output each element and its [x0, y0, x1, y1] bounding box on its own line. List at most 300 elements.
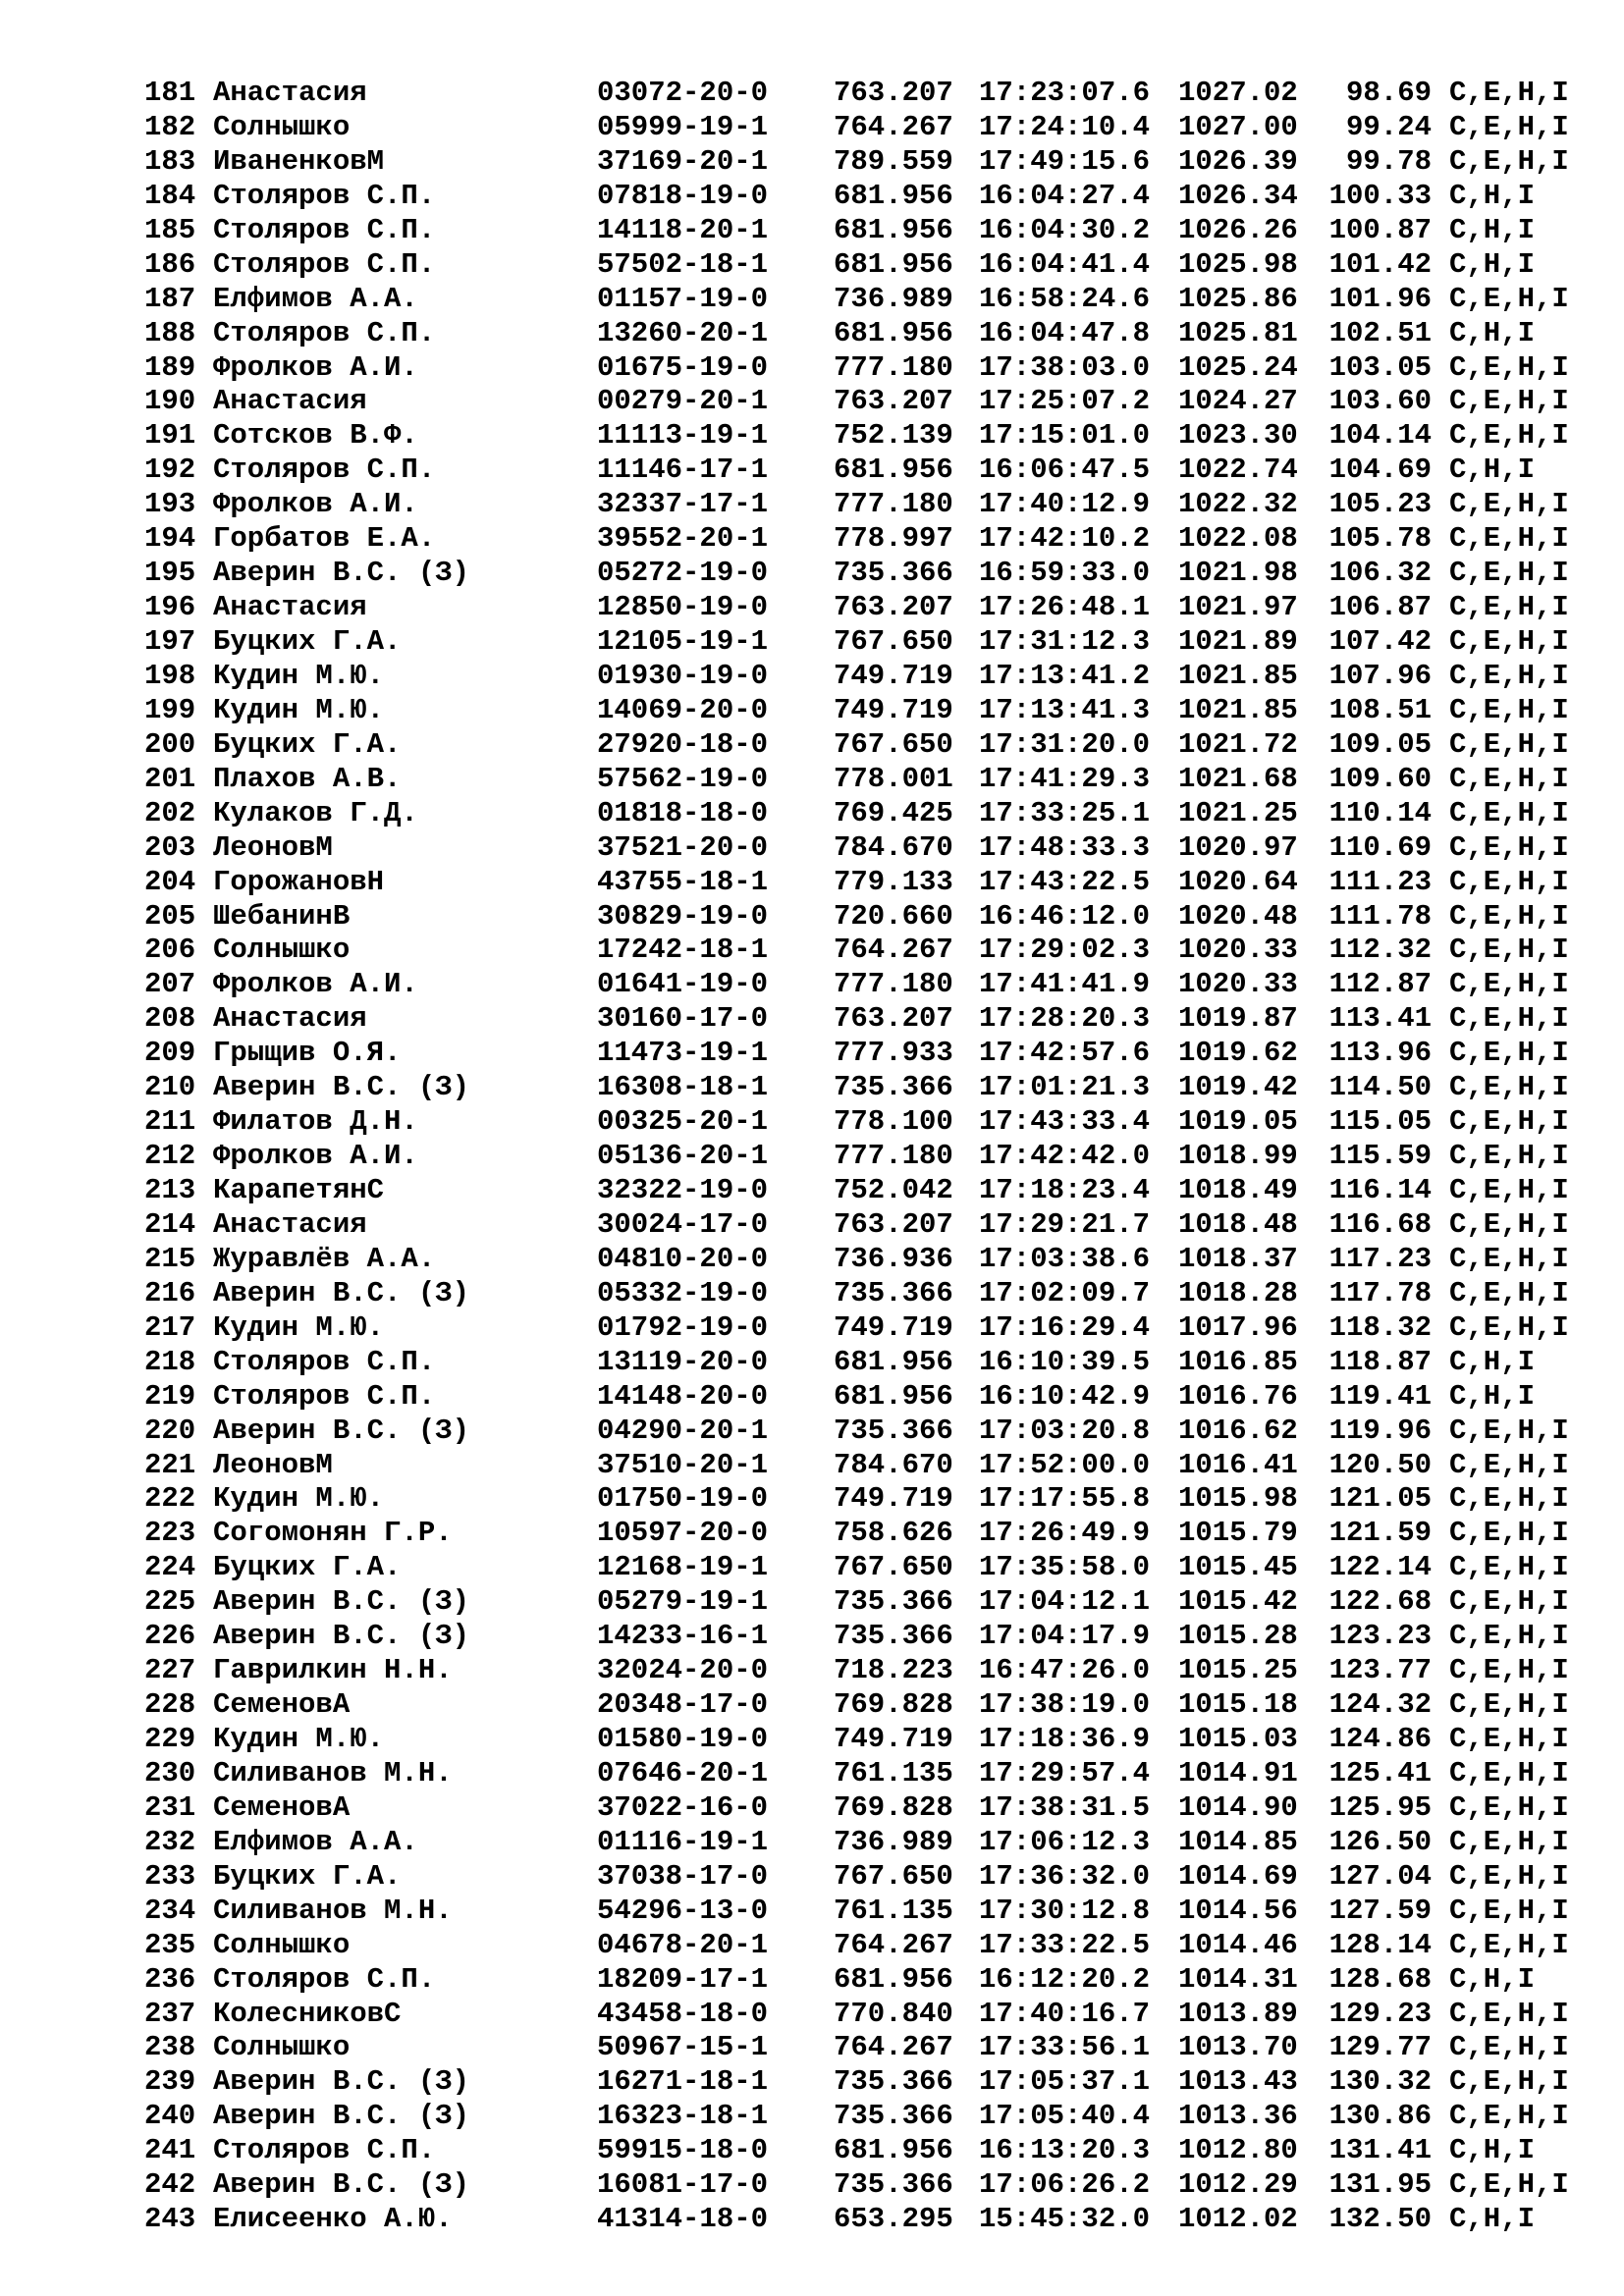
fancier-name: Кудин М.Ю.: [213, 1723, 385, 1755]
arrival-time: 17:43:22.5: [979, 865, 1151, 898]
distance: 749.719: [834, 1310, 953, 1344]
arrival-time: 16:04:30.2: [979, 213, 1151, 246]
flags: C,H,I: [1449, 316, 1536, 349]
table-row: [144, 1277, 1569, 1311]
arrival-time: 16:06:47.5: [979, 454, 1151, 487]
ring-number: 01675-19-0: [597, 350, 769, 384]
coefficient: 122.68: [1328, 1585, 1432, 1619]
distance: 681.956: [834, 454, 953, 487]
arrival-time: 17:43:33.4: [979, 1105, 1151, 1139]
coefficient: 124.32: [1328, 1688, 1432, 1722]
row-number: 210: [144, 1071, 196, 1104]
arrival-time: 16:12:20.2: [979, 1962, 1151, 1996]
arrival-time: 17:25:07.2: [979, 385, 1151, 418]
table-row: [144, 283, 1569, 317]
distance: 681.956: [834, 1345, 953, 1378]
fancier-name: Филатов Д.Н.: [213, 1105, 418, 1139]
row-number: 230: [144, 1756, 196, 1789]
row-number: 237: [144, 1997, 196, 2030]
arrival-time: 17:40:16.7: [979, 1997, 1151, 2030]
ring-number: 01750-19-0: [597, 1482, 769, 1516]
ring-number: 07818-19-0: [597, 179, 769, 212]
table-row: [144, 1208, 1569, 1243]
fancier-name: ЛеоновМ: [213, 830, 333, 864]
fancier-name: Анастасия: [213, 385, 367, 418]
flags: C,E,H,I: [1449, 1002, 1569, 1036]
distance: 784.670: [834, 1448, 953, 1481]
arrival-time: 16:58:24.6: [979, 282, 1151, 315]
arrival-time: 17:16:29.4: [979, 1310, 1151, 1344]
speed: 1015.25: [1178, 1654, 1298, 1687]
fancier-name: Аверин В.С. (З): [213, 1585, 470, 1619]
ring-number: 04290-20-1: [597, 1414, 769, 1447]
table-row: [144, 1311, 1569, 1346]
ring-number: 10597-20-0: [597, 1517, 769, 1550]
row-number: 181: [144, 77, 196, 109]
ring-number: 59915-18-0: [597, 2134, 769, 2167]
speed: 1021.25: [1178, 796, 1298, 829]
flags: C,H,I: [1449, 1345, 1536, 1378]
table-row: [144, 2203, 1569, 2237]
coefficient: 109.60: [1328, 762, 1432, 795]
arrival-time: 17:29:57.4: [979, 1756, 1151, 1789]
ring-number: 12105-19-1: [597, 625, 769, 658]
flags: C,E,H,I: [1449, 1551, 1569, 1584]
fancier-name: Аверин В.С. (З): [213, 1620, 470, 1653]
arrival-time: 17:38:03.0: [979, 350, 1151, 384]
flags: C,E,H,I: [1449, 350, 1569, 384]
row-number: 182: [144, 110, 196, 143]
speed: 1016.41: [1178, 1448, 1298, 1481]
table-row: [144, 522, 1569, 557]
fancier-name: ГорожановН: [213, 865, 385, 898]
coefficient: 116.14: [1328, 1174, 1432, 1206]
coefficient: 126.50: [1328, 1825, 1432, 1858]
row-number: 207: [144, 968, 196, 1001]
arrival-time: 16:04:47.8: [979, 316, 1151, 349]
distance: 777.180: [834, 488, 953, 521]
fancier-name: Столяров С.П.: [213, 213, 436, 246]
row-number: 185: [144, 213, 196, 246]
speed: 1015.28: [1178, 1620, 1298, 1653]
distance: 767.650: [834, 1551, 953, 1584]
flags: C,E,H,I: [1449, 1482, 1569, 1516]
speed: 1021.85: [1178, 693, 1298, 726]
row-number: 193: [144, 488, 196, 521]
fancier-name: Аверин В.С. (З): [213, 557, 470, 590]
flags: C,E,H,I: [1449, 144, 1569, 178]
distance: 736.936: [834, 1242, 953, 1275]
ring-number: 27920-18-0: [597, 727, 769, 761]
ring-number: 11146-17-1: [597, 454, 769, 487]
coefficient: 122.14: [1328, 1551, 1432, 1584]
speed: 1019.62: [1178, 1037, 1298, 1070]
distance: 735.366: [834, 1620, 953, 1653]
row-number: 239: [144, 2065, 196, 2099]
table-row: [144, 1895, 1569, 1929]
ring-number: 12168-19-1: [597, 1551, 769, 1584]
coefficient: 121.59: [1328, 1517, 1432, 1550]
table-row: [144, 557, 1569, 591]
distance: 764.267: [834, 934, 953, 967]
speed: 1019.87: [1178, 1002, 1298, 1036]
speed: 1013.43: [1178, 2065, 1298, 2099]
flags: C,E,H,I: [1449, 1859, 1569, 1893]
table-row: [144, 454, 1569, 488]
table-row: [144, 1482, 1569, 1517]
row-number: 200: [144, 727, 196, 761]
ring-number: 04810-20-0: [597, 1242, 769, 1275]
distance: 681.956: [834, 1379, 953, 1413]
speed: 1014.56: [1178, 1894, 1298, 1927]
distance: 681.956: [834, 316, 953, 349]
arrival-time: 16:10:42.9: [979, 1379, 1151, 1413]
arrival-time: 17:04:12.1: [979, 1585, 1151, 1619]
arrival-time: 17:06:26.2: [979, 2168, 1151, 2202]
arrival-time: 17:05:37.1: [979, 2065, 1151, 2099]
speed: 1019.05: [1178, 1105, 1298, 1139]
coefficient: 124.86: [1328, 1723, 1432, 1755]
speed: 1012.02: [1178, 2203, 1298, 2236]
flags: C,H,I: [1449, 1962, 1536, 1996]
flags: C,E,H,I: [1449, 1928, 1569, 1961]
distance: 758.626: [834, 1517, 953, 1550]
arrival-time: 16:13:20.3: [979, 2134, 1151, 2167]
speed: 1014.31: [1178, 1962, 1298, 1996]
coefficient: 131.95: [1328, 2168, 1432, 2202]
table-row: [144, 214, 1569, 248]
ring-number: 43458-18-0: [597, 1997, 769, 2030]
flags: C,E,H,I: [1449, 899, 1569, 933]
distance: 735.366: [834, 1276, 953, 1309]
flags: C,E,H,I: [1449, 1517, 1569, 1550]
distance: 763.207: [834, 77, 953, 109]
distance: 763.207: [834, 1207, 953, 1241]
speed: 1016.62: [1178, 1414, 1298, 1447]
fancier-name: Фролков А.И.: [213, 968, 418, 1001]
arrival-time: 17:04:17.9: [979, 1620, 1151, 1653]
coefficient: 118.87: [1328, 1345, 1432, 1378]
fancier-name: Кудин М.Ю.: [213, 1310, 385, 1344]
row-number: 190: [144, 385, 196, 418]
flags: C,E,H,I: [1449, 1105, 1569, 1139]
table-row: [144, 591, 1569, 625]
distance: 681.956: [834, 247, 953, 281]
row-number: 201: [144, 762, 196, 795]
coefficient: 112.32: [1328, 934, 1432, 967]
row-number: 218: [144, 1345, 196, 1378]
fancier-name: Анастасия: [213, 1002, 367, 1036]
speed: 1020.64: [1178, 865, 1298, 898]
fancier-name: Столяров С.П.: [213, 1379, 436, 1413]
coefficient: 112.87: [1328, 968, 1432, 1001]
table-row: [144, 1688, 1569, 1723]
fancier-name: Елисеенко А.Ю.: [213, 2203, 453, 2236]
distance: 736.989: [834, 1825, 953, 1858]
coefficient: 110.69: [1328, 830, 1432, 864]
speed: 1021.98: [1178, 557, 1298, 590]
row-number: 189: [144, 350, 196, 384]
ring-number: 32024-20-0: [597, 1654, 769, 1687]
table-row: [144, 1037, 1569, 1071]
row-number: 238: [144, 2031, 196, 2064]
speed: 1015.03: [1178, 1723, 1298, 1755]
table-row: [144, 1998, 1569, 2032]
ring-number: 37521-20-0: [597, 830, 769, 864]
arrival-time: 17:29:21.7: [979, 1207, 1151, 1241]
distance: 735.366: [834, 1071, 953, 1104]
speed: 1027.00: [1178, 110, 1298, 143]
arrival-time: 17:01:21.3: [979, 1071, 1151, 1104]
speed: 1026.39: [1178, 144, 1298, 178]
coefficient: 104.14: [1328, 419, 1432, 453]
table-row: [144, 111, 1569, 145]
distance: 720.660: [834, 899, 953, 933]
row-number: 208: [144, 1002, 196, 1036]
flags: C,E,H,I: [1449, 1654, 1569, 1687]
row-number: 225: [144, 1585, 196, 1619]
coefficient: 123.23: [1328, 1620, 1432, 1653]
fancier-name: Грыщив О.Я.: [213, 1037, 402, 1070]
speed: 1017.96: [1178, 1310, 1298, 1344]
coefficient: 127.04: [1328, 1859, 1432, 1893]
row-number: 240: [144, 2100, 196, 2133]
flags: C,E,H,I: [1449, 110, 1569, 143]
row-number: 192: [144, 454, 196, 487]
speed: 1025.81: [1178, 316, 1298, 349]
speed: 1018.28: [1178, 1276, 1298, 1309]
ring-number: 30160-17-0: [597, 1002, 769, 1036]
table-row: [144, 1963, 1569, 1998]
ring-number: 32322-19-0: [597, 1174, 769, 1206]
coefficient: 109.05: [1328, 727, 1432, 761]
coefficient: 103.05: [1328, 350, 1432, 384]
fancier-name: Фролков А.И.: [213, 488, 418, 521]
table-row: [144, 660, 1569, 694]
fancier-name: ИваненковМ: [213, 144, 385, 178]
flags: C,E,H,I: [1449, 1207, 1569, 1241]
coefficient: 121.05: [1328, 1482, 1432, 1516]
row-number: 243: [144, 2203, 196, 2236]
distance: 735.366: [834, 2065, 953, 2099]
ring-number: 30024-17-0: [597, 1207, 769, 1241]
distance: 749.719: [834, 1723, 953, 1755]
speed: 1027.02: [1178, 77, 1298, 109]
arrival-time: 17:03:20.8: [979, 1414, 1151, 1447]
coefficient: 104.69: [1328, 454, 1432, 487]
flags: C,E,H,I: [1449, 1414, 1569, 1447]
ring-number: 17242-18-1: [597, 934, 769, 967]
row-number: 212: [144, 1140, 196, 1173]
fancier-name: КарапетянС: [213, 1174, 385, 1206]
ring-number: 05999-19-1: [597, 110, 769, 143]
fancier-name: Журавлёв А.А.: [213, 1242, 436, 1275]
speed: 1014.46: [1178, 1928, 1298, 1961]
coefficient: 117.23: [1328, 1242, 1432, 1275]
coefficient: 131.41: [1328, 2134, 1432, 2167]
distance: 777.180: [834, 350, 953, 384]
arrival-time: 17:18:36.9: [979, 1723, 1151, 1755]
fancier-name: Согомонян Г.Р.: [213, 1517, 453, 1550]
arrival-time: 17:33:56.1: [979, 2031, 1151, 2064]
coefficient: 105.78: [1328, 522, 1432, 556]
row-number: 224: [144, 1551, 196, 1584]
speed: 1020.33: [1178, 968, 1298, 1001]
flags: C,E,H,I: [1449, 1242, 1569, 1275]
speed: 1014.85: [1178, 1825, 1298, 1858]
ring-number: 05136-20-1: [597, 1140, 769, 1173]
table-row: [144, 248, 1569, 283]
fancier-name: Горбатов Е.А.: [213, 522, 436, 556]
row-number: 211: [144, 1105, 196, 1139]
coefficient: 103.60: [1328, 385, 1432, 418]
row-number: 202: [144, 796, 196, 829]
ring-number: 37169-20-1: [597, 144, 769, 178]
flags: C,E,H,I: [1449, 522, 1569, 556]
coefficient: 113.41: [1328, 1002, 1432, 1036]
speed: 1012.29: [1178, 2168, 1298, 2202]
distance: 752.042: [834, 1174, 953, 1206]
table-row: [144, 866, 1569, 900]
flags: C,E,H,I: [1449, 1790, 1569, 1824]
arrival-time: 17:42:57.6: [979, 1037, 1151, 1070]
coefficient: 111.23: [1328, 865, 1432, 898]
row-number: 205: [144, 899, 196, 933]
table-row: [144, 1449, 1569, 1483]
arrival-time: 17:26:49.9: [979, 1517, 1151, 1550]
speed: 1022.08: [1178, 522, 1298, 556]
flags: C,E,H,I: [1449, 762, 1569, 795]
distance: 789.559: [834, 144, 953, 178]
fancier-name: Буцких Г.А.: [213, 1859, 402, 1893]
flags: C,E,H,I: [1449, 419, 1569, 453]
row-number: 214: [144, 1207, 196, 1241]
coefficient: 125.95: [1328, 1790, 1432, 1824]
flags: C,E,H,I: [1449, 2031, 1569, 2064]
flags: C,E,H,I: [1449, 830, 1569, 864]
speed: 1020.97: [1178, 830, 1298, 864]
speed: 1016.76: [1178, 1379, 1298, 1413]
distance: 681.956: [834, 213, 953, 246]
speed: 1014.91: [1178, 1756, 1298, 1789]
table-row: [144, 797, 1569, 831]
flags: C,E,H,I: [1449, 1071, 1569, 1104]
ring-number: 30829-19-0: [597, 899, 769, 933]
table-row: [144, 1174, 1569, 1208]
arrival-time: 17:18:23.4: [979, 1174, 1151, 1206]
flags: C,E,H,I: [1449, 865, 1569, 898]
flags: C,E,H,I: [1449, 557, 1569, 590]
arrival-time: 17:31:20.0: [979, 727, 1151, 761]
arrival-time: 17:33:25.1: [979, 796, 1151, 829]
arrival-time: 16:04:27.4: [979, 179, 1151, 212]
speed: 1014.90: [1178, 1790, 1298, 1824]
table-row: [144, 968, 1569, 1002]
flags: C,E,H,I: [1449, 1585, 1569, 1619]
table-row: [144, 1002, 1569, 1037]
distance: 735.366: [834, 2100, 953, 2133]
distance: 769.828: [834, 1688, 953, 1722]
ring-number: 01641-19-0: [597, 968, 769, 1001]
fancier-name: Кудин М.Ю.: [213, 1482, 385, 1516]
speed: 1024.27: [1178, 385, 1298, 418]
arrival-time: 17:26:48.1: [979, 591, 1151, 624]
ring-number: 00279-20-1: [597, 385, 769, 418]
coefficient: 106.32: [1328, 557, 1432, 590]
distance: 736.989: [834, 282, 953, 315]
flags: C,H,I: [1449, 247, 1536, 281]
ring-number: 01818-18-0: [597, 796, 769, 829]
arrival-time: 16:47:26.0: [979, 1654, 1151, 1687]
speed: 1012.80: [1178, 2134, 1298, 2167]
flags: C,E,H,I: [1449, 2065, 1569, 2099]
speed: 1015.45: [1178, 1551, 1298, 1584]
speed: 1020.33: [1178, 934, 1298, 967]
table-row: [144, 1415, 1569, 1449]
ring-number: 16271-18-1: [597, 2065, 769, 2099]
distance: 769.828: [834, 1790, 953, 1824]
flags: C,E,H,I: [1449, 488, 1569, 521]
ring-number: 20348-17-0: [597, 1688, 769, 1722]
row-number: 195: [144, 557, 196, 590]
speed: 1025.98: [1178, 247, 1298, 281]
table-row: [144, 2134, 1569, 2168]
flags: C,E,H,I: [1449, 625, 1569, 658]
table-row: [144, 317, 1569, 351]
fancier-name: Столяров С.П.: [213, 1345, 436, 1378]
fancier-name: Буцких Г.А.: [213, 625, 402, 658]
fancier-name: Столяров С.П.: [213, 454, 436, 487]
flags: C,H,I: [1449, 213, 1536, 246]
distance: 764.267: [834, 110, 953, 143]
arrival-time: 17:52:00.0: [979, 1448, 1151, 1481]
arrival-time: 15:45:32.0: [979, 2203, 1151, 2236]
distance: 764.267: [834, 1928, 953, 1961]
arrival-time: 17:23:07.6: [979, 77, 1151, 109]
table-row: [144, 1243, 1569, 1277]
speed: 1025.24: [1178, 350, 1298, 384]
distance: 764.267: [834, 2031, 953, 2064]
speed: 1015.98: [1178, 1482, 1298, 1516]
table-row: [144, 1929, 1569, 1963]
ring-number: 05272-19-0: [597, 557, 769, 590]
distance: 749.719: [834, 693, 953, 726]
arrival-time: 17:41:29.3: [979, 762, 1151, 795]
ring-number: 07646-20-1: [597, 1756, 769, 1789]
row-number: 206: [144, 934, 196, 967]
fancier-name: Аверин В.С. (З): [213, 2100, 470, 2133]
coefficient: 113.96: [1328, 1037, 1432, 1070]
ring-number: 14118-20-1: [597, 213, 769, 246]
fancier-name: Сотсков В.Ф.: [213, 419, 418, 453]
distance: 718.223: [834, 1654, 953, 1687]
arrival-time: 17:38:31.5: [979, 1790, 1151, 1824]
fancier-name: Силиванов М.Н.: [213, 1894, 453, 1927]
row-number: 228: [144, 1688, 196, 1722]
row-number: 187: [144, 282, 196, 315]
table-row: [144, 1757, 1569, 1791]
fancier-name: Гаврилкин Н.Н.: [213, 1654, 453, 1687]
ring-number: 11113-19-1: [597, 419, 769, 453]
table-row: [144, 2031, 1569, 2065]
row-number: 209: [144, 1037, 196, 1070]
table-row: [144, 488, 1569, 522]
fancier-name: Солнышко: [213, 1928, 351, 1961]
flags: C,E,H,I: [1449, 968, 1569, 1001]
coefficient: 130.32: [1328, 2065, 1432, 2099]
row-number: 216: [144, 1276, 196, 1309]
speed: 1018.37: [1178, 1242, 1298, 1275]
